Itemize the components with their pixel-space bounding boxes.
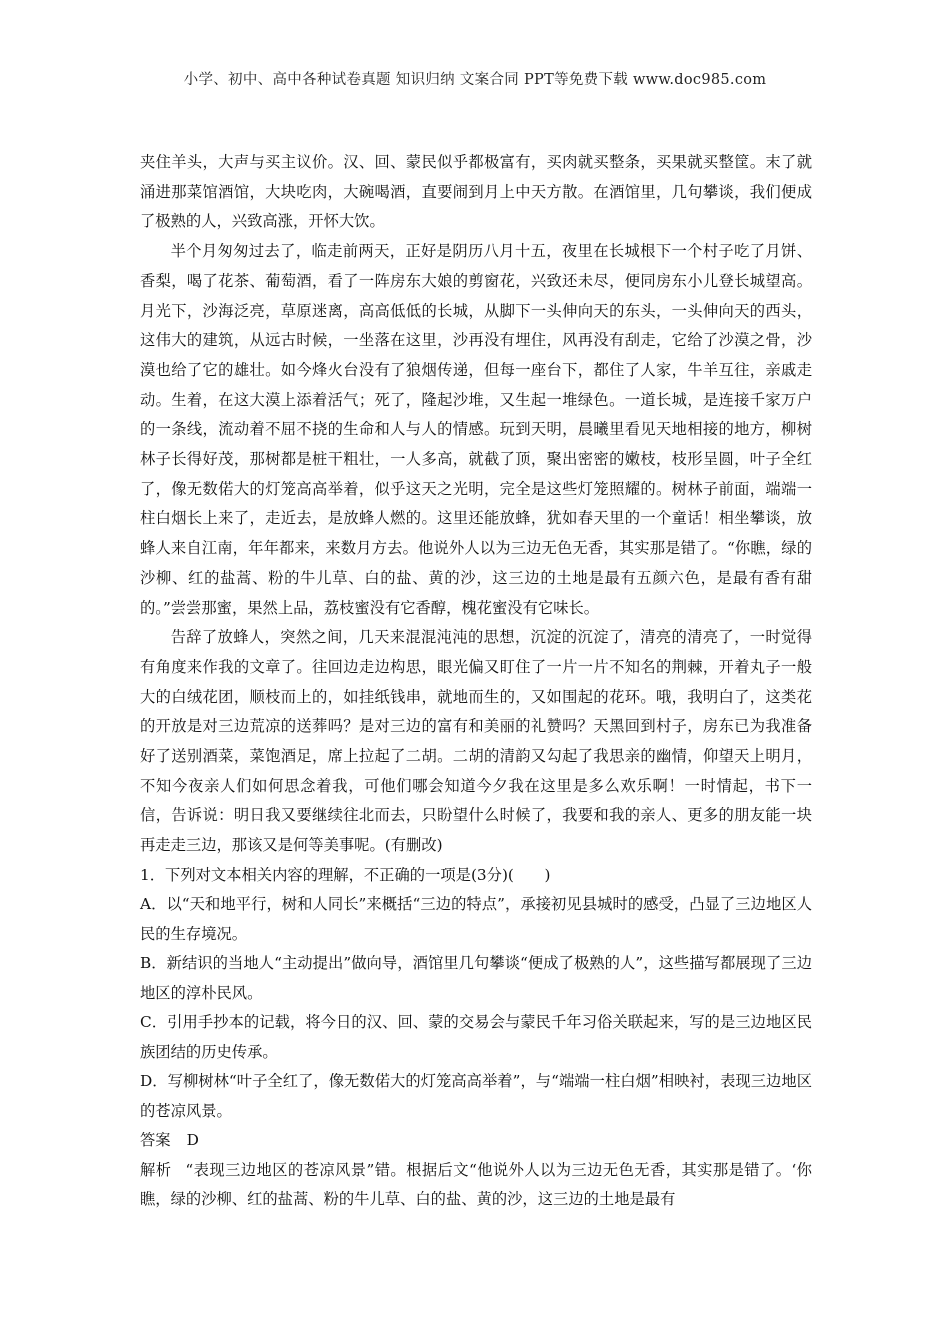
question-stem: 1．下列对文本相关内容的理解，不正确的一项是(3分)( ): [140, 865, 551, 884]
page-content: [140, 148, 812, 1215]
answer-value: D: [186, 1131, 199, 1150]
explanation-text: “表现三边地区的苍凉风景”错。根据后文“他说外人以为三边无色无香，其实那是错了。‘你瞧，绿的沙柳、红的盐蒿、粉的牛儿草、白的盐、黄的沙，这三边的土地是最有: [140, 1160, 812, 1209]
option-c: C．引用手抄本的记载，将今日的汉、回、蒙的交易会与蒙民千年习俗关联起来，写的是三边地区民族团结的历史传承。: [140, 1013, 812, 1061]
page-header: 小学、初中、高中各种试卷真题 知识归纳 文案合同 PPT等免费下载 www.doc985.com: [183, 72, 767, 88]
passage-paragraph-2: 半个月匆匆过去了，临走前两天，正好是阴历八月十五，夜里在长城根下一个村子吃了月饼、香梨，喝了花茶、葡萄酒，看了一阵房东大娘的剪窗花，兴致还未尽，便同房东小儿登长城望高。月光下，沙海泛亮，草原迷离，高高低低的长城，从脚下一头伸向天的东头，一头伸向天的西头，这伟大的建筑，从远古时候，一坐落在这里，沙再没有埋住，风再没有刮走，它给了沙漠之骨，沙漠也给了它的雄壮。如今烽火台没有了狼烟传递，但每一座台下，都住了人家，牛羊互往，亲戚走动。生着，在这大漠上添着活气；死了，隆起沙堆，又生起一堆绿色。一道长城，是连接千家万户的一条线，流动着不屈不挠的生命和人与人的情感。玩到天明，晨曦里看见天地相接的地方，柳树林子长得好茂，那树都是桩干粗壮，一人多高，就截了顶，聚出密密的嫩枝，枝形呈圆，叶子全红了，像无数偌大的灯笼高高举着，似乎这天之光明，完全是这些灯笼照耀的。树林子前面，端端一柱白烟长上来了，走近去，是放蜂人燃的。这里还能放蜂，犹如春天里的一个童话！相坐攀谈，放蜂人来自江南，年年都来，来数月方去。他说外人以为三边无色无香，其实那是错了。“你瞧，绿的沙柳、红的盐蒿、粉的牛儿草、白的盐、黄的沙，这三边的土地是最有五颜六色，是最有香有甜的。”尝尝那蜜，果然上品，荔枝蜜没有它香醇，槐花蜜没有它味长。: [140, 242, 812, 617]
explanation-label: 解析: [140, 1160, 172, 1179]
answer-label: 答案: [140, 1131, 171, 1150]
passage-paragraph-3: 告辞了放蜂人，突然之间，几天来混混沌沌的思想，沉淀的沉淀了，清亮的清亮了，一时觉得有角度来作我的文章了。往回边走边构思，眼光偏又盯住了一片一片不知名的荆棘，开着丸子一般大的白绒花团，顺枝而上的，如挂纸钱串，就地而生的，又如围起的花环。哦，我明白了，这类花的开放是对三边荒凉的送葬吗？是对三边的富有和美丽的礼赞吗？天黑回到村子，房东已为我准备好了送别酒菜，菜饱酒足，席上拉起了二胡。二胡的清韵又勾起了我思亲的幽情，仰望天上明月，不知今夜亲人们如何思念着我，可他们哪会知道今夕我在这里是多么欢乐啊！一时情起，书下一信，告诉说：明日我又要继续往北而去，只盼望什么时候了，我要和我的亲人、更多的朋友能一块再走走三边，那该又是何等美事呢。(有删改): [140, 628, 812, 855]
option-a: A．以“天和地平行，树和人同长”来概括“三边的特点”，承接初见县城时的感受，凸显了三边地区人民的生存境况。: [140, 895, 812, 943]
explanation-line: [140, 1156, 812, 1215]
passage-paragraph-1: 夹住羊头，大声与买主议价。汉、回、蒙民似乎都极富有，买肉就买整条，买果就买整筐。末了就涌进那菜馆酒馆，大块吃肉，大碗喝酒，直要闹到月上中天方散。在酒馆里，几句攀谈，我们便成了极熟的人，兴致高涨，开怀大饮。: [140, 153, 812, 231]
option-b: B．新结识的当地人“主动提出”做向导，酒馆里几句攀谈“便成了极熟的人”，这些描写都展现了三边地区的淳朴民风。: [140, 954, 812, 1002]
option-d: D．写柳树林“叶子全红了，像无数偌大的灯笼高高举着”，与“端端一柱白烟”相映衬，表现三边地区的苍凉风景。: [140, 1072, 812, 1120]
answer-line: [140, 1126, 812, 1156]
